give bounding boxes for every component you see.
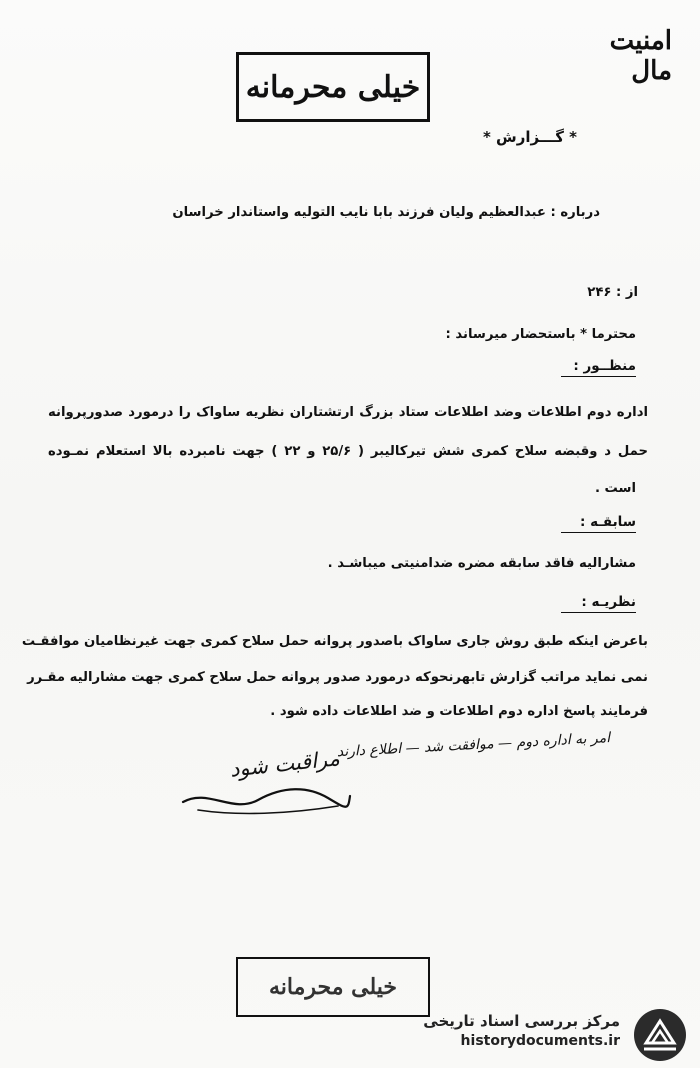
classification-stamp-bottom-text: خیلی محرمانه (268, 974, 398, 1000)
watermark-name: مرکز بررسی اسناد تاریخی (423, 1012, 620, 1030)
purpose-paragraph-line-3: است . (594, 481, 636, 496)
purpose-paragraph-line-1: اداره دوم اطلاعات وضد اطلاعات ستاد بزرگ ارتشتاران نظریه ساواک را درمورد صدورپروانه (48, 405, 648, 420)
classification-stamp-text: خیلی محرمانه (245, 69, 421, 105)
watermark-text (360, 1012, 620, 1049)
subject-line: درباره : عبدالعظیم ولیان فرزند بابا نایب التولیه واستاندار خراسان (172, 205, 600, 220)
handwritten-note: امر به اداره دوم — موافقت شد — اطلاع دارند (336, 730, 611, 761)
from-line: از : ۲۴۶ (587, 285, 638, 300)
purpose-paragraph-line-2: حمل د وقبضه سلاح کمری شش تیرکالیبر ( ۲۵/۶ و ۲۲ ) جهت نامبرده بالا استعلام نمـوده (48, 444, 648, 459)
opinion-paragraph-line-3: فرمایند پاسخ اداره دوم اطلاعات و ضد اطلاعات داده شود . (270, 704, 648, 719)
heading-background: سابقـه : (561, 514, 636, 533)
opinion-paragraph-line-2: نمی نماید مراتب گزارش تابهرنحوکه درمورد صدور پروانه حمل سلاح کمری جهت مشارالیه مقـرر (27, 670, 648, 685)
heading-purpose: منظــور : (561, 358, 636, 377)
classification-stamp-top (236, 52, 430, 122)
report-title: * گـــزارش * (482, 128, 578, 146)
watermark-url: historydocuments.ir (460, 1033, 620, 1049)
background-paragraph: مشارالیه فاقد سابقه مضره ضدامنیتی میباشـد . (327, 556, 636, 571)
opinion-paragraph-line-1: باعرض اینکه طبق روش جاری ساواک باصدور پروانه حمل سلاح کمری جهت غیرنظامیان موافقـت (21, 634, 648, 649)
corner-handwritten-tag: امنیت مال (609, 26, 672, 86)
history-documents-logo-icon (632, 1007, 688, 1063)
classification-stamp-bottom (236, 957, 430, 1017)
greeting-line: محترما * باستحضار میرساند : (445, 327, 636, 342)
signature-flourish (178, 780, 353, 820)
heading-opinion: نظریـه : (561, 594, 636, 613)
handwritten-signature: مراقبت شود (228, 746, 341, 782)
